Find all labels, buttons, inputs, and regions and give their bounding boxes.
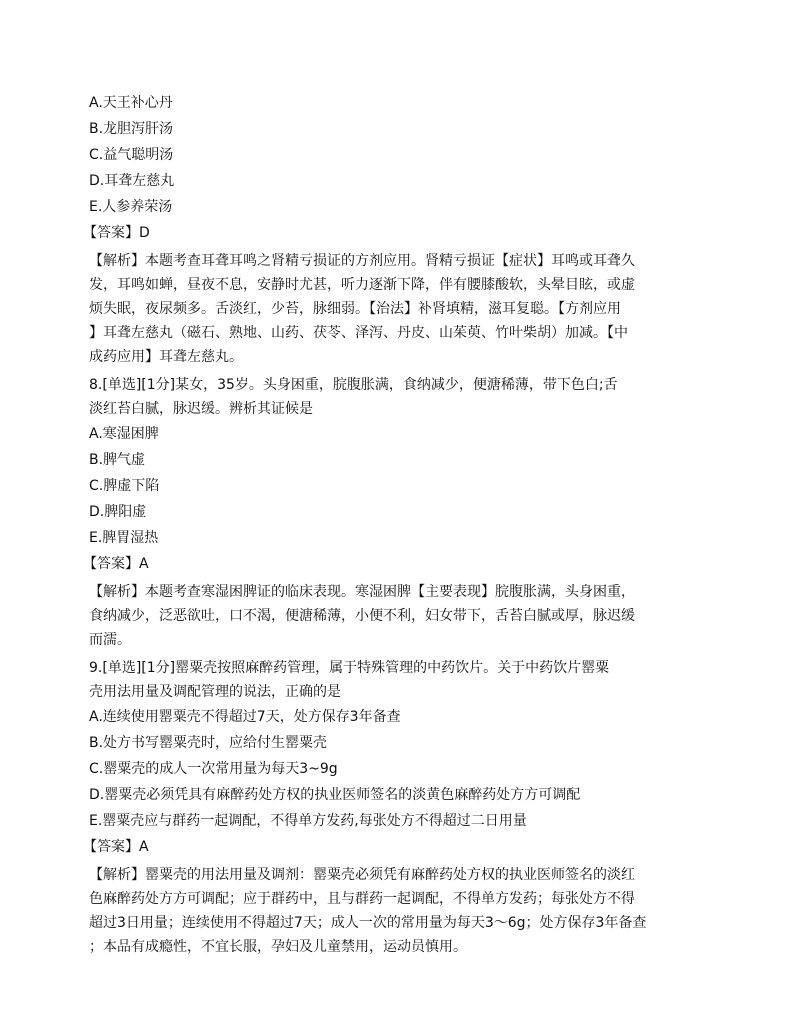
q9-explanation-line: 【解析】罂粟壳的用法用量及调剂：罂粟壳必须凭有麻醉药处方权的执业医师签名的淡红 [89,867,635,883]
q9-explanation-line: ；本品有成瘾性，不宜长服，孕妇及儿童禁用，运动员慎用。 [89,939,467,955]
q8-explanation-line: 食纳减少，泛恶欲吐，口不渴，便溏稀薄，小便不利，妇女带下，舌苔白腻或厚，脉迟缓 [89,608,635,624]
q9-option-e: E.罂粟壳应与群药一起调配，不得单方发药,每张处方不得超过二日用量 [89,813,527,829]
q9-options [89,704,707,834]
q8-option-d: D.脾阳虚 [89,504,147,520]
q8-stem-line: 8.[单选][1分]某女，35岁。头身困重，脘腹胀满，食纳减少，便溏稀薄，带下色白;舌 [89,377,618,393]
q9-stem-line: 9.[单选][1分]罂粟壳按照麻醉药管理，属于特殊管理的中药饮片。关于中药饮片罂粟 [89,660,610,676]
q8-explanation-line: 而濡。 [89,632,131,648]
q8-explanation [89,580,707,652]
q9-stem-line: 壳用法用量及调配管理的说法，正确的是 [89,684,341,700]
q8-stem [89,373,707,421]
q7-option-d: D.耳聋左慈丸 [89,173,175,189]
q7-explanation-line: 】耳聋左慈丸（磁石、熟地、山药、茯苓、泽泻、丹皮、山茱萸、竹叶柴胡）加减。【中 [89,325,628,341]
q8-option-c: C.脾虚下陷 [89,478,160,494]
q7-option-e: E.人参养荣汤 [89,199,173,215]
q7-explanation [89,249,707,369]
q7-option-a: A.天王补心丹 [89,95,173,111]
q8-answer: 【答案】A [83,556,149,572]
q9-option-b: B.处方书写罂粟壳时，应给付生罂粟壳 [89,735,328,751]
q7-explanation-line: 烦失眠，夜尿频多。舌淡红，少苔，脉细弱。【治法】补肾填精，滋耳复聪。【方剂应用 [89,301,621,317]
q7-options [89,90,707,220]
q7-explanation-line: 成药应用】耳聋左慈丸。 [89,349,243,365]
q9-stem [89,656,707,704]
q9-option-c: C.罂粟壳的成人一次常用量为每天3~9g [89,761,338,777]
q8-option-b: B.脾气虚 [89,452,146,468]
q7-option-b: B.龙胆泻肝汤 [89,121,174,137]
q9-explanation-line: 超过3日用量；连续使用不得超过7天；成人一次的常用量为每天3～6g；处方保存3年备查 [89,915,647,931]
q7-answer: 【答案】D [83,225,150,241]
q7-explanation-line: 【解析】本题考查耳聋耳鸣之肾精亏损证的方剂应用。肾精亏损证【症状】耳鸣或耳聋久 [89,253,635,269]
q9-explanation [89,863,707,959]
document-page [83,90,707,959]
q8-options [89,421,707,551]
q8-option-a: A.寒湿困脾 [89,426,159,442]
q8-explanation-line: 【解析】本题考查寒湿困脾证的临床表现。寒湿困脾【主要表现】脘腹胀满，头身困重， [89,584,635,600]
q8-stem-line: 淡红苔白腻，脉迟缓。辨析其证候是 [89,401,313,417]
q7-explanation-line: 发，耳鸣如蝉，昼夜不息，安静时尤甚，听力逐渐下降，伴有腰膝酸软，头晕目眩，或虚 [89,277,635,293]
q9-option-d: D.罂粟壳必须凭具有麻醉药处方权的执业医师签名的淡黄色麻醉药处方方可调配 [89,787,581,803]
q7-option-c: C.益气聪明汤 [89,147,174,163]
q8-option-e: E.脾胃湿热 [89,530,159,546]
q9-option-a: A.连续使用罂粟壳不得超过7天，处方保存3年备查 [89,709,401,725]
q9-answer: 【答案】A [83,839,149,855]
q9-explanation-line: 色麻醉药处方方可调配；应于群药中，且与群药一起调配，不得单方发药；每张处方不得 [89,891,635,907]
